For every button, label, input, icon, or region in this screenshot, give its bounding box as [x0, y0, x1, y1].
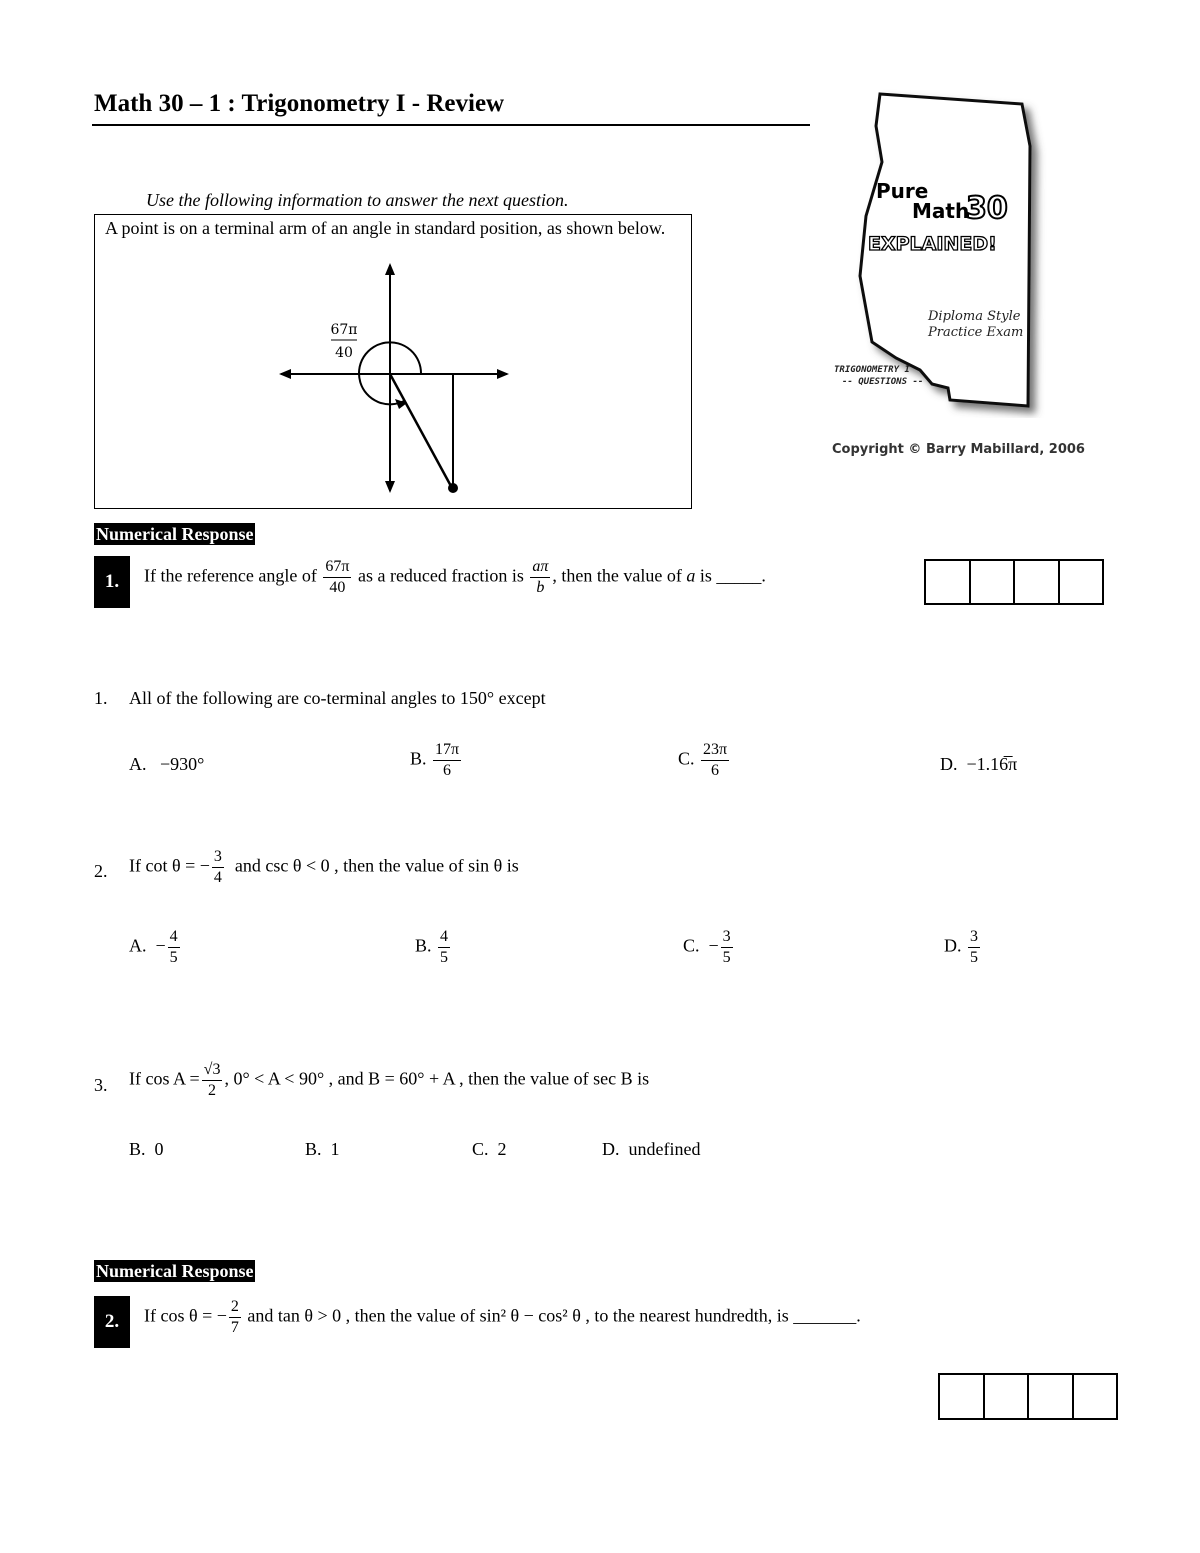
q3-option-b[interactable]: B. 1 — [305, 1139, 340, 1159]
q2-option-d[interactable]: D. $\frac{3}{5}$ — [944, 928, 978, 966]
q2-text: If cot θ = − $\frac{3}{4}$ and csc θ < 0 , then the value of sin θ is — [129, 848, 519, 886]
q1-option-b[interactable]: B. $\frac{17\pi}{6}$ — [410, 741, 460, 779]
q2-option-a[interactable]: A. − $\frac{4}{5}$ — [129, 928, 178, 966]
q2-number: 2. — [94, 861, 108, 881]
nr-question-number: 1. — [94, 556, 130, 608]
copyright-text: Copyright © Barry Mabillard, 2006 — [832, 442, 1085, 457]
nr2-question-text: If cos θ = − $\frac{2}{7}$ and tan θ > 0 , then the value of sin² θ − cos² θ , to the nearest hundredth, is _______. — [144, 1298, 861, 1336]
nr2-answer-grid[interactable] — [938, 1373, 1118, 1420]
pure-math-30-logo — [832, 88, 1062, 418]
answer-cell[interactable] — [926, 561, 971, 603]
answer-cell[interactable] — [1015, 561, 1060, 603]
title-underline — [92, 124, 810, 126]
info-intro: Use the following information to answer the next question. — [146, 190, 569, 210]
answer-cell[interactable] — [971, 561, 1016, 603]
page-title: Math 30 – 1 : Trigonometry I - Review — [94, 90, 505, 117]
info-box-text: A point is on a terminal arm of an angle in standard position, as shown below. — [105, 218, 666, 238]
answer-cell[interactable] — [1029, 1375, 1074, 1418]
info-box — [94, 214, 692, 509]
q3-text: If cos A = $\frac{√3}{2}$ , 0° < A < 90° , and B = 60° + A , then the value of sec B is — [129, 1061, 650, 1099]
answer-cell[interactable] — [1074, 1375, 1117, 1418]
svg-text:TRIGONOMETRY I: TRIGONOMETRY I — [834, 365, 910, 375]
svg-text:40: 40 — [335, 345, 353, 361]
svg-text:67π: 67π — [330, 322, 358, 338]
q1-option-a[interactable]: A. −930° — [129, 754, 205, 774]
answer-cell[interactable] — [940, 1375, 985, 1418]
svg-text:EXPLAINED!: EXPLAINED! — [868, 233, 997, 255]
q3-number: 3. — [94, 1075, 108, 1095]
q1-text: All of the following are co-terminal angles to 150° except — [129, 688, 546, 708]
q1-option-d[interactable]: D. −1.16̅π — [940, 754, 1018, 774]
svg-text:Math: Math — [912, 199, 970, 223]
q3-option-d[interactable]: D. undefined — [602, 1139, 701, 1159]
answer-cell[interactable] — [985, 1375, 1030, 1418]
q2-option-c[interactable]: C. − $\frac{3}{5}$ — [683, 928, 731, 966]
numerical-response-banner: Numerical Response — [96, 524, 254, 544]
terminal-arm-diagram — [95, 215, 691, 508]
svg-text:-- QUESTIONS --: -- QUESTIONS -- — [842, 377, 924, 387]
q2-option-b[interactable]: B. $\frac{4}{5}$ — [415, 928, 449, 966]
svg-text:Diploma Style: Diploma Style — [928, 309, 1021, 324]
numerical-response-banner: Numerical Response — [96, 1261, 254, 1281]
svg-text:Practice Exam: Practice Exam — [928, 325, 1024, 340]
nr-question-number: 2. — [94, 1296, 130, 1348]
svg-text:Pure: Pure — [876, 179, 929, 203]
q1-number: 1. — [94, 688, 108, 708]
q3-option-a[interactable]: B. 0 — [129, 1139, 164, 1159]
q3-option-c[interactable]: C. 2 — [472, 1139, 507, 1159]
answer-cell[interactable] — [1060, 561, 1103, 603]
nr1-answer-grid[interactable] — [924, 559, 1104, 605]
svg-text:30: 30 — [966, 191, 1008, 226]
q1-option-c[interactable]: C. $\frac{23\pi}{6}$ — [678, 741, 728, 779]
nr1-question-text: If the reference angle of $\frac{67\pi}{40}$ as a reduced fraction is $\frac{a\pi}{b}$ , then the value of a is _____. — [144, 558, 766, 596]
